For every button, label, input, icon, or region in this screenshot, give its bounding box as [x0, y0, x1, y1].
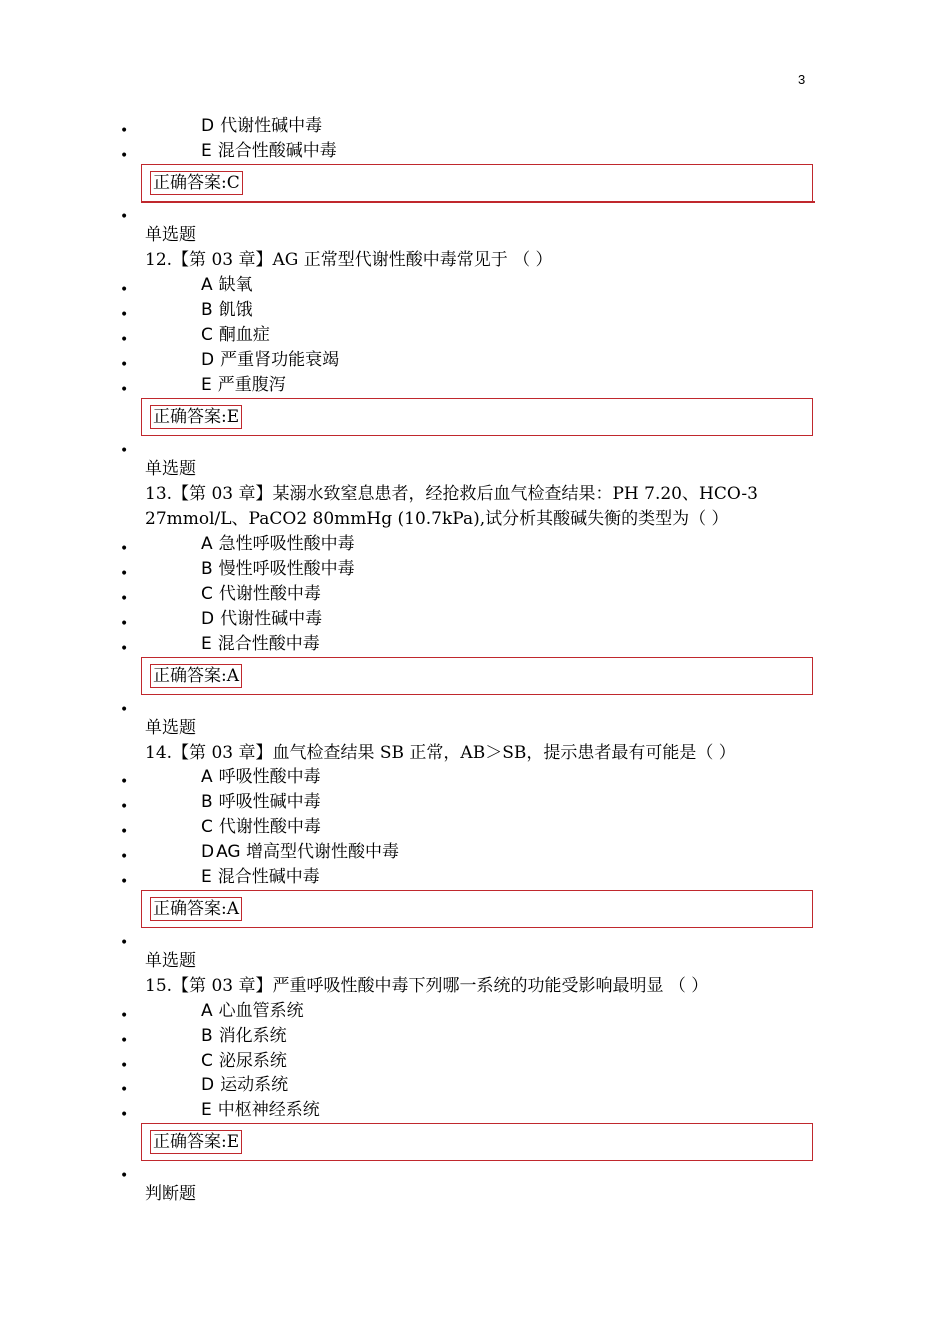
option-e[interactable]: E 中枢神经系统: [201, 1100, 320, 1120]
bullet: •: [120, 1033, 129, 1049]
option-c[interactable]: C 酮血症: [201, 325, 270, 345]
question-type: 单选题: [145, 225, 196, 245]
answer-box: [141, 164, 813, 202]
option-e[interactable]: E 混合性碱中毒: [201, 867, 320, 887]
option-a[interactable]: A 心血管系统: [201, 1001, 304, 1021]
bullet: •: [120, 935, 129, 951]
bullet: •: [120, 702, 129, 718]
option-d[interactable]: D 严重肾功能衰竭: [201, 350, 340, 370]
question-stem: 15.【第 03 章】严重呼吸性酸中毒下列哪一系统的功能受影响最明显 （ ）: [145, 976, 709, 996]
option-a[interactable]: A 急性呼吸性酸中毒: [201, 534, 355, 554]
answer-box: [141, 398, 813, 436]
question-stem: 14.【第 03 章】血气检查结果 SB 正常，AB＞SB，提示患者最有可能是（ ）: [145, 743, 736, 763]
answer-box: [141, 890, 813, 928]
option-e[interactable]: E 混合性酸中毒: [201, 634, 320, 654]
bullet: •: [120, 332, 129, 348]
bullet: •: [120, 1082, 129, 1098]
option-c[interactable]: C 泌尿系统: [201, 1051, 287, 1071]
option-d[interactable]: D 代谢性碱中毒: [201, 609, 323, 629]
question-type: 判断题: [145, 1184, 196, 1204]
option-a[interactable]: A 呼吸性酸中毒: [201, 767, 321, 787]
page-number: 3: [798, 72, 806, 87]
bullet: •: [120, 1058, 129, 1074]
correct-answer: 正确答案:E: [150, 1130, 242, 1154]
bullet: •: [120, 148, 129, 164]
question-type: 单选题: [145, 459, 196, 479]
option-b[interactable]: B 飢饿: [201, 300, 253, 320]
bullet: •: [120, 874, 129, 890]
bullet: •: [120, 824, 129, 840]
correct-answer: 正确答案:A: [150, 664, 242, 688]
bullet: •: [120, 849, 129, 865]
option-e[interactable]: E 混合性酸碱中毒: [201, 141, 337, 161]
bullet: •: [120, 357, 129, 373]
option-b[interactable]: B 呼吸性碱中毒: [201, 792, 321, 812]
question-type: 单选题: [145, 718, 196, 738]
option-b[interactable]: B 消化系统: [201, 1026, 287, 1046]
bullet: •: [120, 616, 129, 632]
bullet: •: [120, 1008, 129, 1024]
bullet: •: [120, 774, 129, 790]
option-c[interactable]: C 代谢性酸中毒: [201, 584, 321, 604]
question-stem: 12.【第 03 章】AG 正常型代谢性酸中毒常见于 （ ）: [145, 250, 553, 270]
question-stem-line2: 27mmol/L、PaCO2 80mmHg (10.7kPa),试分析其酸碱失衡的类型为（ ）: [145, 509, 729, 529]
correct-answer: 正确答案:E: [150, 405, 242, 429]
answer-box: [141, 657, 813, 695]
question-type: 单选题: [145, 951, 196, 971]
bullet: •: [120, 1168, 129, 1184]
divider-line: [141, 201, 815, 203]
correct-answer: 正确答案:C: [150, 171, 243, 195]
bullet: •: [120, 382, 129, 398]
option-e[interactable]: E 严重腹泻: [201, 375, 286, 395]
bullet: •: [120, 566, 129, 582]
bullet: •: [120, 1107, 129, 1123]
correct-answer: 正确答案:A: [150, 897, 242, 921]
bullet: •: [120, 443, 129, 459]
bullet: •: [120, 641, 129, 657]
option-d[interactable]: D 运动系统: [201, 1075, 289, 1095]
question-stem-line1: 13.【第 03 章】某溺水致窒息患者，经抢救后血气检查结果：PH 7.20、HCO-3: [145, 484, 758, 504]
bullet: •: [120, 307, 129, 323]
bullet: •: [120, 282, 129, 298]
bullet: •: [120, 123, 129, 139]
bullet: •: [120, 591, 129, 607]
option-c[interactable]: C 代谢性酸中毒: [201, 817, 321, 837]
option-a[interactable]: A 缺氧: [201, 275, 253, 295]
option-d[interactable]: D AG 增高型代谢性酸中毒: [201, 842, 400, 862]
option-b[interactable]: B 慢性呼吸性酸中毒: [201, 559, 355, 579]
bullet: •: [120, 541, 129, 557]
bullet: •: [120, 799, 129, 815]
answer-box: [141, 1123, 813, 1161]
option-d[interactable]: D 代谢性碱中毒: [201, 116, 323, 136]
bullet: •: [120, 209, 129, 225]
